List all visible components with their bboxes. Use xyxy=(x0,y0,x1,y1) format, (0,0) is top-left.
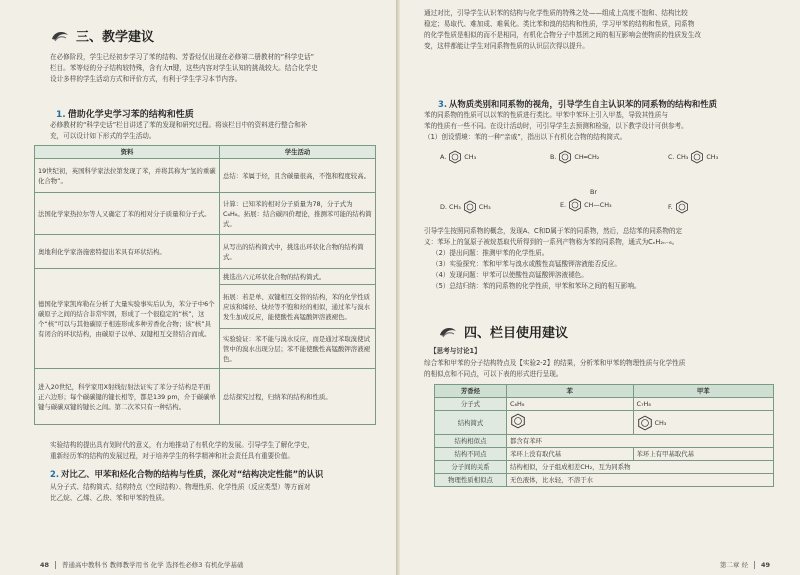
group-label: CH₃ xyxy=(478,203,491,211)
list-item: （3）实验探究：苯和甲苯与溴水或酸性高锰酸钾溶液能否反应。 xyxy=(432,260,621,268)
col-header: 苯 xyxy=(507,385,634,398)
table-cell: 19世纪初，英国科学家法拉第发现了苯，并将其称为“氢的重碳化合物”。 xyxy=(35,159,220,193)
molecule-a xyxy=(440,150,476,164)
top-paragraph xyxy=(424,8,784,52)
benzene-ring-icon xyxy=(675,200,689,214)
molecule-f xyxy=(668,200,689,214)
table-cell: 奥地利化学家洛施密特提出苯具有环状结构。 xyxy=(35,235,220,269)
left-page xyxy=(0,0,398,575)
table-cell: 法国化学家热拉尔等人又确定了苯的相对分子质量和分子式。 xyxy=(35,193,220,235)
history-activity-table xyxy=(34,145,376,425)
think-discuss-label: 【思考与讨论1】 xyxy=(430,347,481,355)
after-table-paragraph xyxy=(50,440,380,462)
text-line: 充，可以设计如下形式的学生活动。 xyxy=(50,132,156,140)
group-label: CH₃ xyxy=(706,153,719,161)
table-cell: 都含有苯环 xyxy=(507,435,774,448)
option-label: C. xyxy=(668,153,675,161)
molecule-b xyxy=(550,150,599,164)
text-line: 在必修阶段，学生已经初步学习了苯的结构、芳香烃仅出现在必修第二册教材的“科学史话” xyxy=(50,53,314,61)
table-cell: 结构相似，分子组成相差CH₂，互为同系物 xyxy=(507,461,774,474)
section-heading-teaching xyxy=(50,26,154,45)
subheading-text: 从物质类别和同系物的视角，引导学生自主认识苯的同系物的结构和性质 xyxy=(449,99,718,109)
group-label: CH₃ xyxy=(448,203,461,211)
subheading-number: 3. xyxy=(438,99,448,109)
group-label: Br xyxy=(590,188,598,196)
text-line: 引导学生按照同系物的概念，发现A、C和D属于苯的同系物，然后，总结苯的同系物的定 xyxy=(424,227,683,235)
list-item: （2）提出问题：推测甲苯的化学性质。 xyxy=(432,249,549,257)
table-cell: C₆H₆ xyxy=(507,398,634,411)
benzene-toluene-table xyxy=(434,384,774,487)
molecule-c xyxy=(668,150,718,164)
table-cell: 苯环上有甲基取代基 xyxy=(633,448,774,461)
text-line: 比乙烷、乙烯、乙炔、苯和甲苯的性质。 xyxy=(50,494,169,502)
molecule-d xyxy=(440,200,491,214)
section-title: 四、栏目使用建议 xyxy=(464,326,569,341)
table-cell: 进入20世纪，科学家用X射线衍射法证实了苯分子结构是平面正六边形；每个碳碳键的键长相等，都是139 pm，介于碳碳单键与碳碳双键的键长之间。第二次苯只有一种结构。 xyxy=(35,369,220,425)
text-line: 的相似点和不同点，可以下表的形式进行呈现。 xyxy=(424,370,563,378)
intro-paragraph xyxy=(50,52,380,85)
table-cell: 挑选出六元环状化合物的结构简式。 xyxy=(220,269,376,285)
group-label: CH₃ xyxy=(676,153,689,161)
table-cell: 实验验证：苯不能与溴水反应，而是通过苯取溴使试管中的溴水出现分层；苯不能使酸性高锰酸钾溶液褪色。 xyxy=(220,329,376,369)
group-label: CH═CH₂ xyxy=(574,153,600,161)
list-item: （5）总结归纳：苯的同系物的化学性质，甲苯和苯环之间的相互影响。 xyxy=(432,282,641,290)
row-label: 结构相似点 xyxy=(435,435,507,448)
benzene-ring-icon xyxy=(637,415,653,431)
text-line: 义：苯环上的氢原子被烷基取代所得到的一系列产物称为苯的同系物，通式为CₙH₂ₙ₋₆。 xyxy=(424,238,679,246)
option-label: A. xyxy=(440,153,447,161)
divider xyxy=(55,561,56,569)
col-header-material: 资料 xyxy=(35,146,220,159)
text-line: （1）创设情境：苯的一种“亲戚”，指出以下有机化合物的结构简式。 xyxy=(424,133,627,141)
text-line: 必修教材的“科学史话”栏目讲述了苯的发现和研究过程。将该栏目中的资料进行整合和补 xyxy=(50,121,308,129)
text-line: 的化学性质是相似的而不是相同，有机化合物分子中基团之间的相互影响会使物质的性质发生改 xyxy=(424,31,701,39)
table-cell: 拓展：若是单、双键相互交替的结构，苯的化学性质应该和烯烃、炔烃等不饱和烃的相似，通过苯与溴水发生加成反应，能使酸性高锰酸钾溶液褪色。 xyxy=(220,285,376,329)
text-line: 实验结构的提出具有划时代的意义，有力地推动了有机化学的发展。引导学生了解化学史， xyxy=(50,441,314,449)
row-label: 结构不同点 xyxy=(435,448,507,461)
table-cell xyxy=(507,411,634,435)
subheading-2 xyxy=(50,468,323,480)
left-footer xyxy=(40,560,243,569)
col-header-activity: 学生活动 xyxy=(220,146,376,159)
subheading-text: 借助化学史学习苯的结构和性质 xyxy=(67,110,194,120)
subheading-1 xyxy=(56,107,194,120)
group-label: CH—CH₃ xyxy=(584,201,612,209)
benzene-ring-icon xyxy=(690,150,704,164)
subheading-3 xyxy=(438,98,717,110)
text-line: 苯的性质有一些不同。在设计活动时，可引导学生去预测和检验，以下教学设计可供参考。 xyxy=(424,122,688,130)
chapter-label: 第二章 烃 xyxy=(719,561,748,569)
benzene-ring-icon xyxy=(568,198,582,212)
table-cell: 从写出的结构简式中，挑选出环状化合物的结构简式。 xyxy=(220,235,376,269)
benzene-ring-icon xyxy=(448,150,462,164)
table-cell: 总结：苯属于烃，且含碳量很高，不饱和程度较高。 xyxy=(220,159,376,193)
option-label: D. xyxy=(440,203,447,211)
option-label: F. xyxy=(668,203,673,211)
subheading-number: 2. xyxy=(50,469,60,479)
teaching-steps xyxy=(432,248,782,292)
subheading-number: 1. xyxy=(56,110,66,120)
text-line: 从分子式、结构简式、结构特点（空间结构）、物理性质、化学性质（反应类型）等方面对 xyxy=(50,483,311,491)
text-line: 重新经历苯的结构的发展过程，对于培养学生的科学精神和社会责任具有重要价值。 xyxy=(50,452,294,460)
subheading-text: 对比乙、甲苯和烃化合物的结构与性质，深化对“结构决定性能”的认识 xyxy=(61,469,324,479)
divider xyxy=(754,561,755,569)
text-line: 苯的同系物的性质可以以苯的性质进行类比。甲苯中苯环上引入甲基，导致其性质与 xyxy=(424,111,668,119)
h2-body xyxy=(50,482,380,504)
benzene-ring-icon xyxy=(463,200,477,214)
page-number: 48 xyxy=(40,560,50,569)
right-page xyxy=(400,0,800,575)
option-label: E. xyxy=(560,201,567,209)
table-cell: 苯环上没有取代基 xyxy=(507,448,634,461)
group-label: CH₃ xyxy=(464,153,477,161)
group-label: CH₃ xyxy=(654,418,667,427)
row-label: 结构简式 xyxy=(435,411,507,435)
table-cell: 总结探究过程，归纳苯的结构和性质。 xyxy=(220,369,376,425)
swirl-icon xyxy=(50,29,70,43)
row-label: 物理性质相似点 xyxy=(435,474,507,487)
think-discuss-body xyxy=(424,358,784,380)
swirl-icon xyxy=(438,325,458,339)
text-line: 通过对比，引导学生认识苯的结构与化学性质的特殊之处——组成上高度不饱和、结构比较 xyxy=(424,9,688,17)
table-cell: 无色液体，比水轻，不溶于水 xyxy=(507,474,774,487)
book-title: 普通高中教科书 教师教学用书 化学 选择性必修3 有机化学基础 xyxy=(62,561,244,569)
text-line: 稳定；易取代、难加成、难氧化。类比苯和溴的结构和性质，学习甲苯的结构和性质，同系物 xyxy=(424,20,695,28)
after-molecules-paragraph xyxy=(424,226,784,248)
h1-body xyxy=(50,120,380,142)
row-label: 分子式 xyxy=(435,398,507,411)
text-line: 综合苯和甲苯的分子结构特点及【实验2-2】的结果，分析苯和甲苯的物理性质与化学性质 xyxy=(424,359,686,367)
section-title: 三、教学建议 xyxy=(76,30,155,45)
table-cell: 德国化学家凯库勒在分析了大量实验事实后认为，苯分子中6个碳原子之间的结合非常牢固，形成了一个很稳定的“核”，这个“核”可以与其他碳原子相连形成多种芳香化合物；该“核”具有闭合的环状结构，由碳原子以单、双键相互交替结合而成。 xyxy=(35,269,220,369)
table-cell xyxy=(633,411,774,435)
right-footer xyxy=(720,560,770,569)
row-label: 分子间的关系 xyxy=(435,461,507,474)
text-line: 栏目。苯等烃的分子结构较特殊，含有大π键，这些内容对学生认知的挑战较大。结合化学史 xyxy=(50,64,318,72)
section-heading-usage xyxy=(438,322,568,341)
option-label: B. xyxy=(550,153,557,161)
benzene-ring-icon xyxy=(510,413,526,429)
col-header: 甲苯 xyxy=(633,385,774,398)
h3-body xyxy=(424,110,784,143)
page-number: 49 xyxy=(760,560,770,569)
table-cell: 计算：已知苯的相对分子质量为78，分子式为C₆H₆。拓展：结合碳四价理论，推测苯可能的结构简式。 xyxy=(220,193,376,235)
table-cell: C₇H₈ xyxy=(633,398,774,411)
benzene-ring-icon xyxy=(558,150,572,164)
col-header: 芳香烃 xyxy=(435,385,507,398)
list-item: （4）发现问题：甲苯可以使酸性高锰酸钾溶液褪色。 xyxy=(432,271,588,279)
text-line: 变，这样都能让学生对同系物性质的认识层次得以提升。 xyxy=(424,42,589,50)
text-line: 设计多样的学生活动方式和评价方式，有利于学生学习本节内容。 xyxy=(50,75,242,83)
molecule-e xyxy=(560,188,612,212)
